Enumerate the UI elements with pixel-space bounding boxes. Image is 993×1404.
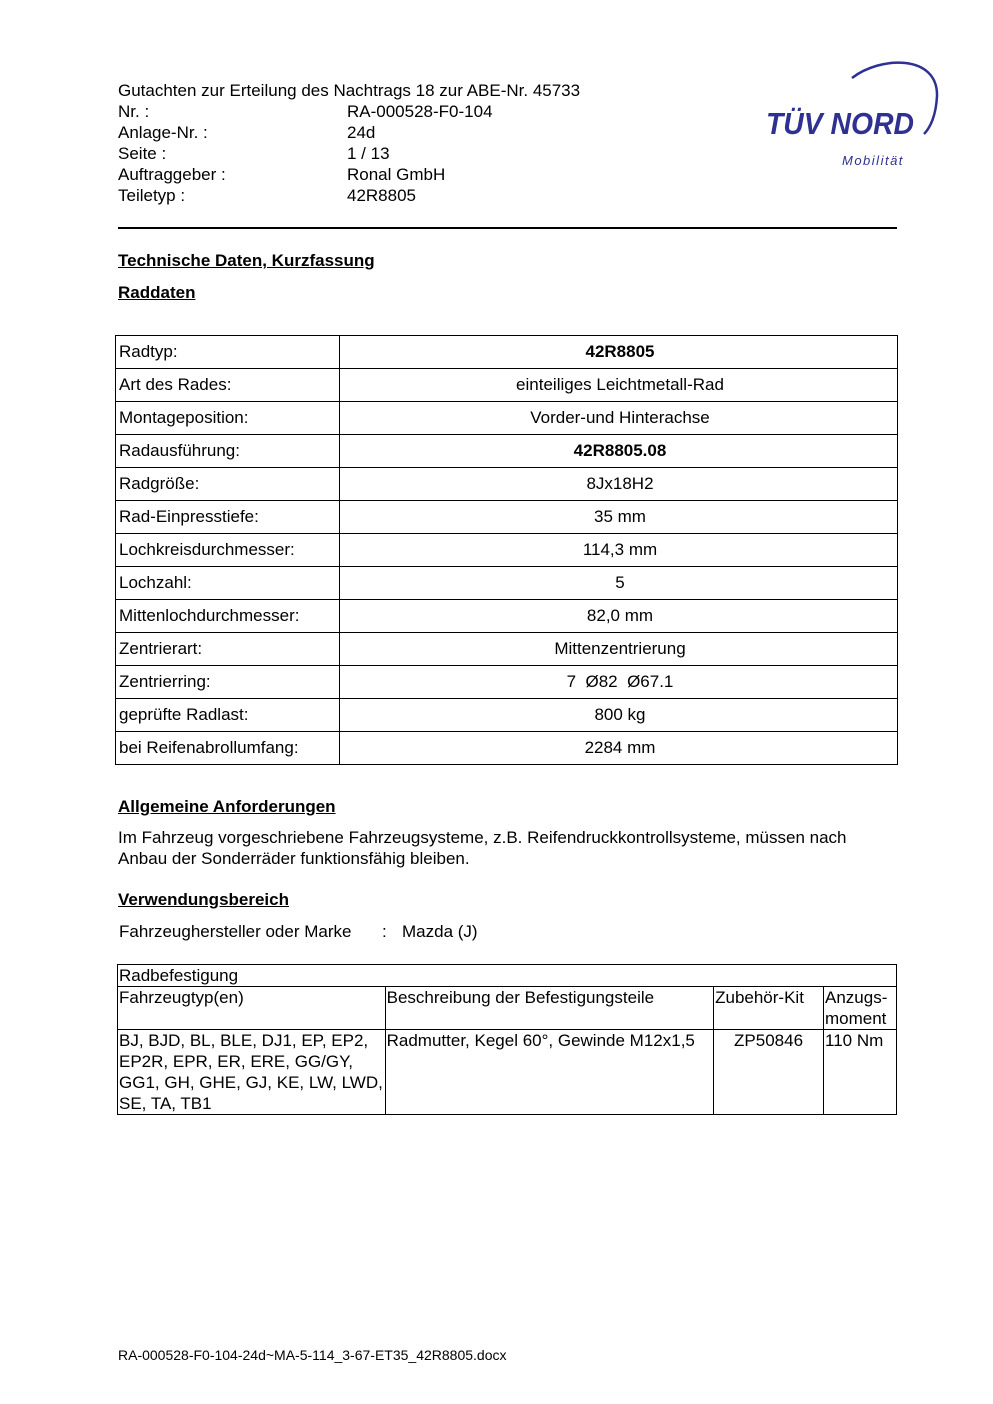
cell-fahrzeugtypen: BJ, BJD, BL, BLE, DJ1, EP, EP2, EP2R, EPR, ER, ERE, GG/GY, GG1, GH, GHE, GJ, KE, LW, LWD, SE, TA, TB1 xyxy=(118,1030,386,1115)
marke-label: Fahrzeughersteller oder Marke xyxy=(119,922,352,941)
table-row xyxy=(116,633,898,666)
anforderungen-text: Im Fahrzeug vorgeschriebene Fahrzeugsysteme, z.B. Reifendruckkontrollsysteme, müssen nach Anbau der Sonderräder funktionsfähig bleiben. xyxy=(118,828,847,868)
table-row xyxy=(116,336,898,369)
header-row-anlage xyxy=(118,122,580,143)
column-header-fahrzeugtyp: Fahrzeugtyp(en) xyxy=(118,987,386,1030)
row-label: geprüfte Radlast: xyxy=(116,699,340,732)
document-footer: RA-000528-F0-104-24d~MA-5-114_3-67-ET35_42R8805.docx xyxy=(118,1347,507,1363)
table-row xyxy=(116,501,898,534)
row-label: Mittenlochdurchmesser: xyxy=(116,600,340,633)
header-value: 42R8805 xyxy=(347,186,417,205)
column-header-zubehoer-kit: Zubehör-Kit xyxy=(714,987,824,1030)
table-header-row xyxy=(118,987,897,1030)
cell-zubehoer-kit: ZP50846 xyxy=(714,1030,824,1115)
logo-brand: TÜV NORD xyxy=(766,106,914,141)
header-label: Anlage-Nr. : xyxy=(118,123,208,142)
header-label: Nr. : xyxy=(118,102,150,121)
marke-value: Mazda (J) xyxy=(402,922,478,941)
row-label: Zentrierart: xyxy=(116,633,340,666)
row-label: Art des Rades: xyxy=(116,369,340,402)
row-label: Radgröße: xyxy=(116,468,340,501)
header-row-seite xyxy=(118,143,580,164)
section-heading-verwendungsbereich: Verwendungsbereich xyxy=(118,890,289,909)
row-value: 35 mm xyxy=(340,501,898,534)
document-header xyxy=(118,80,580,206)
marke-row xyxy=(118,922,478,942)
header-value: 24d xyxy=(347,123,376,142)
row-value: 114,3 mm xyxy=(340,534,898,567)
table-title-row xyxy=(118,965,897,987)
table-title: Radbefestigung xyxy=(118,965,897,987)
column-header-beschreibung: Beschreibung der Befestigungsteile xyxy=(385,987,713,1030)
section-heading-technische-daten: Technische Daten, Kurzfassung xyxy=(118,251,375,270)
cell-anzugsmoment: 110 Nm xyxy=(824,1030,897,1115)
row-value: 82,0 mm xyxy=(340,600,898,633)
header-label: Seite : xyxy=(118,144,167,163)
row-value: 5 xyxy=(340,567,898,600)
header-value: RA-000528-F0-104 xyxy=(347,102,493,121)
section-heading-anforderungen: Allgemeine Anforderungen xyxy=(118,797,336,816)
row-value: 2284 mm xyxy=(340,732,898,765)
row-value: 42R8805 xyxy=(340,336,898,369)
row-label: Radausführung: xyxy=(116,435,340,468)
tuv-nord-logo xyxy=(760,56,942,172)
section-heading-raddaten: Raddaten xyxy=(118,283,196,302)
table-row xyxy=(116,435,898,468)
logo-tagline: Mobilität xyxy=(842,153,904,168)
header-row-teiletyp xyxy=(118,185,580,206)
table-row xyxy=(116,600,898,633)
header-label: Auftraggeber : xyxy=(118,165,226,184)
row-label: Lochzahl: xyxy=(116,567,340,600)
row-label: Rad-Einpresstiefe: xyxy=(116,501,340,534)
table-row xyxy=(116,468,898,501)
row-value: 800 kg xyxy=(340,699,898,732)
table-row xyxy=(116,699,898,732)
header-row-auftraggeber xyxy=(118,164,580,185)
header-divider xyxy=(118,227,897,229)
row-value: einteiliges Leichtmetall-Rad xyxy=(340,369,898,402)
header-label: Teiletyp : xyxy=(118,186,186,205)
table-row xyxy=(116,666,898,699)
column-header-anzugsmoment: Anzugs-moment xyxy=(824,987,897,1030)
table-row xyxy=(116,369,898,402)
row-label: Lochkreisdurchmesser: xyxy=(116,534,340,567)
cell-beschreibung: Radmutter, Kegel 60°, Gewinde M12x1,5 xyxy=(385,1030,713,1115)
table-row xyxy=(118,1030,897,1115)
header-row-nr xyxy=(118,101,580,122)
row-value: 7 Ø82 Ø67.1 xyxy=(340,666,898,699)
table-row xyxy=(116,402,898,435)
table-row xyxy=(116,567,898,600)
document-title: Gutachten zur Erteilung des Nachtrags 18 zur ABE-Nr. 45733 xyxy=(118,81,581,100)
row-value: 42R8805.08 xyxy=(340,435,898,468)
table-row xyxy=(116,534,898,567)
row-label: Montageposition: xyxy=(116,402,340,435)
marke-separator: : xyxy=(382,922,387,941)
header-value: 1 / 13 xyxy=(347,144,390,163)
raddaten-table xyxy=(115,335,898,765)
radbefestigung-table xyxy=(117,964,897,1115)
row-value: Vorder-und Hinterachse xyxy=(340,402,898,435)
header-value: Ronal GmbH xyxy=(347,165,446,184)
row-label: bei Reifenabrollumfang: xyxy=(116,732,340,765)
row-label: Zentrierring: xyxy=(116,666,340,699)
row-value: 8Jx18H2 xyxy=(340,468,898,501)
row-value: Mittenzentrierung xyxy=(340,633,898,666)
row-label: Radtyp: xyxy=(116,336,340,369)
table-row xyxy=(116,732,898,765)
